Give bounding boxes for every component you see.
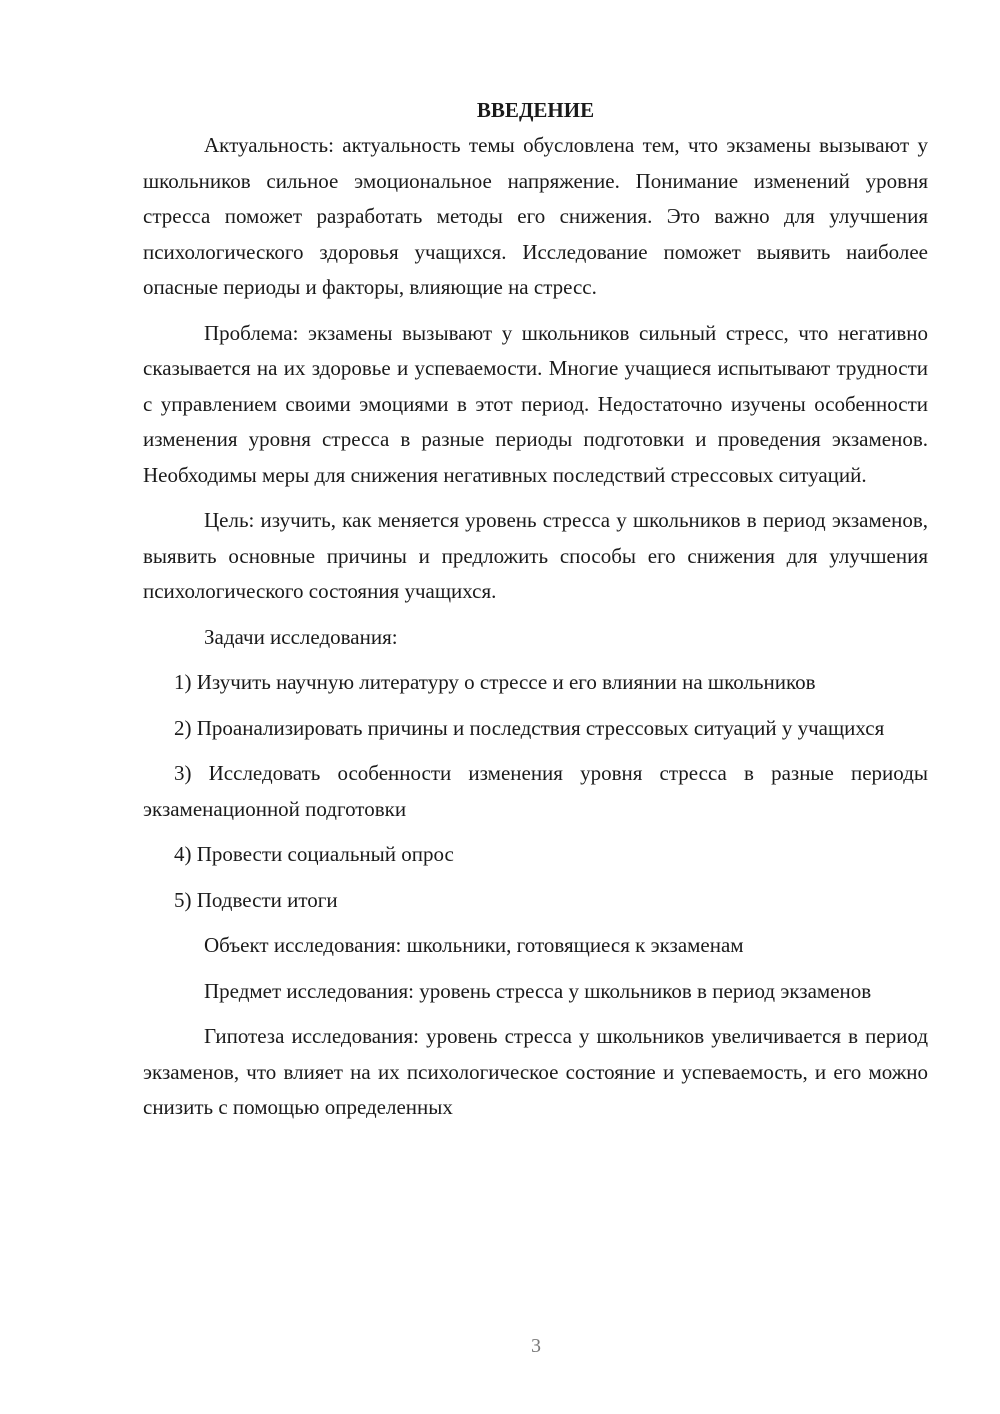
task-list [143,665,928,918]
paragraph-relevance: Актуальность: актуальность темы обусловлена тем, что экзамены вызывают у школьников сильное эмоциональное напряжение. Понимание изменений уровня стресса поможет разработать методы его снижения. Это важно для улучшения психологического здоровья учащихся. Исследование поможет выявить наиболее опасные периоды и факторы, влияющие на стресс. [143,133,928,299]
page-number: 3 [531,1335,541,1357]
paragraph-subject: Предмет исследования: уровень стресса у школьников в период экзаменов [204,978,872,1003]
list-item: 5) Подвести итоги [174,887,338,912]
paragraph-hypothesis: Гипотеза исследования: уровень стресса у школьников увеличивается в период экзаменов, что влияет на их психологическое состояние и успеваемость, и его можно снизить с помощью определенных [143,1024,928,1119]
list-item: 2) Проанализировать причины и последствия стрессовых ситуаций у учащихся [174,715,885,740]
paragraph-goal: Цель: изучить, как меняется уровень стресса у школьников в период экзаменов, выявить основные причины и предложить способы его снижения для улучшения психологического состояния учащихся. [143,508,928,603]
paragraph-problem: Проблема: экзамены вызывают у школьников сильный стресс, что негативно сказывается на их здоровье и успеваемости. Многие учащиеся испытывают трудности с управлением своими эмоциями в этот период. Недостаточно изучены особенности изменения уровня стресса в разные периоды подготовки и проведения экзаменов. Необходимы меры для снижения негативных последствий стрессовых ситуаций. [143,320,928,487]
list-item: 1) Изучить научную литературу о стрессе и его влиянии на школьников [174,670,816,694]
list-item: 4) Провести социальный опрос [174,842,454,866]
tasks-title: Задачи исследования: [204,624,398,649]
page-body [143,93,928,1126]
paragraph-object: Объект исследования: школьники, готовящиеся к экзаменам [204,933,744,957]
page-title: ВВЕДЕНИЕ [476,98,595,122]
list-item: 3) Исследовать особенности изменения уровня стресса в разные периоды экзаменационной подготовки [143,761,928,821]
